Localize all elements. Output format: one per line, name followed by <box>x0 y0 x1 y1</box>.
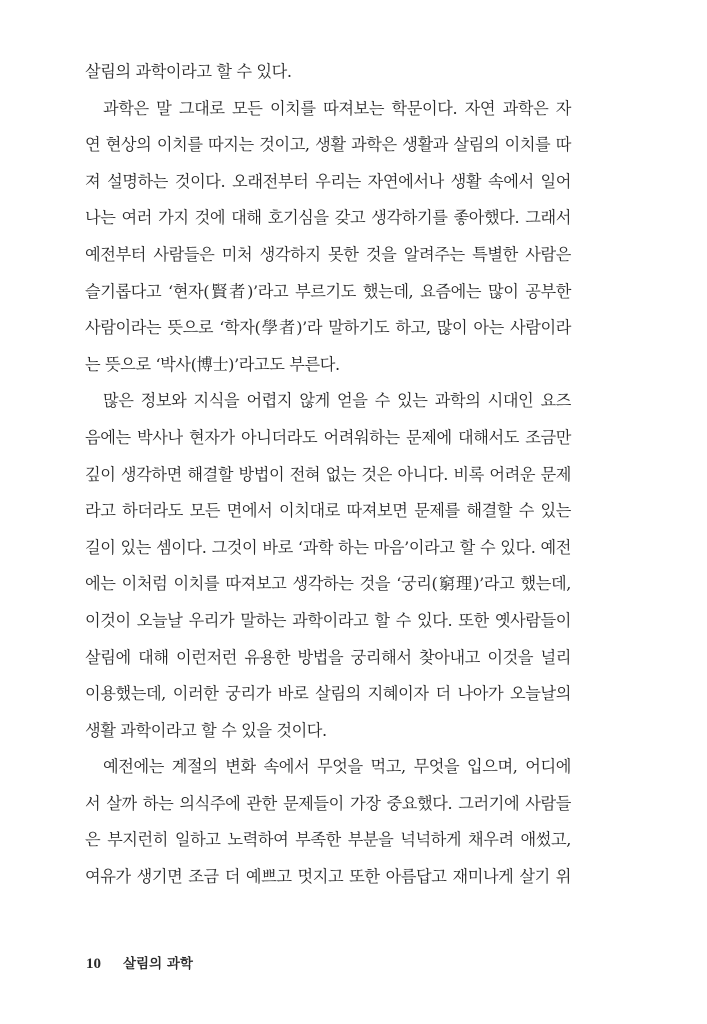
text-line: 많은 정보와 지식을 어렵지 않게 얻을 수 있는 과학의 시대인 요즈 <box>103 391 571 411</box>
text-line: 살림에 대해 이런저런 유용한 방법을 궁리해서 찾아내고 이것을 널리 <box>85 647 571 667</box>
text-line: 깊이 생각하면 해결할 방법이 전혀 없는 것은 아니다. 비록 어려운 문제 <box>85 464 571 484</box>
text-line: 사람이라는 뜻으로 ‘학자(學者)’라 말하기도 하고, 많이 아는 사람이라 <box>85 318 571 338</box>
text-line: 예전에는 계절의 변화 속에서 무엇을 먹고, 무엇을 입으며, 어디에 <box>103 757 571 777</box>
text-line: 연 현상의 이치를 따지는 것이고, 생활 과학은 생활과 살림의 이치를 따 <box>85 135 571 155</box>
page-number: 10 <box>86 956 101 972</box>
text-line: 나는 여러 가지 것에 대해 호기심을 갖고 생각하기를 좋아했다. 그래서 <box>85 208 571 228</box>
page-footer <box>86 952 193 973</box>
text-line: 라고 하더라도 모든 면에서 이치대로 따져보면 문제를 해결할 수 있는 <box>85 501 571 521</box>
text-line: 는 뜻으로 ‘박사(博士)’라고도 부른다. <box>85 354 340 374</box>
text-line: 이것이 오늘날 우리가 말하는 과학이라고 할 수 있다. 또한 옛사람들이 <box>85 610 571 630</box>
text-line: 예전부터 사람들은 미처 생각하지 못한 것을 알려주는 특별한 사람은 <box>85 244 571 264</box>
body-text <box>85 58 571 900</box>
text-line: 이용했는데, 이러한 궁리가 바로 살림의 지혜이자 더 나아가 오늘날의 <box>85 684 571 704</box>
text-line: 은 부지런히 일하고 노력하여 부족한 부분을 넉넉하게 채우려 애썼고, <box>85 830 571 850</box>
text-line: 슬기롭다고 ‘현자(賢者)’라고 부르기도 했는데, 요즘에는 많이 공부한 <box>85 281 571 301</box>
text-line: 길이 있는 셈이다. 그것이 바로 ‘과학 하는 마음’이라고 할 수 있다. 예전 <box>85 537 571 557</box>
running-title: 살림의 과학 <box>123 956 193 972</box>
text-line: 져 설명하는 것이다. 오래전부터 우리는 자연에서나 생활 속에서 일어 <box>85 171 571 191</box>
text-line: 음에는 박사나 현자가 아니더라도 어려워하는 문제에 대해서도 조금만 <box>85 427 571 447</box>
text-line: 서 살까 하는 의식주에 관한 문제들이 가장 중요했다. 그러기에 사람들 <box>85 793 571 813</box>
text-line: 여유가 생기면 조금 더 예쁘고 멋지고 또한 아름답고 재미나게 살기 위 <box>85 867 571 887</box>
text-line: 생활 과학이라고 할 수 있을 것이다. <box>85 720 327 740</box>
text-line: 과학은 말 그대로 모든 이치를 따져보는 학문이다. 자연 과학은 자 <box>103 98 571 118</box>
text-line: 에는 이처럼 이치를 따져보고 생각하는 것을 ‘궁리(窮理)’라고 했는데, <box>85 574 571 594</box>
text-line: 살림의 과학이라고 할 수 있다. <box>85 62 292 81</box>
